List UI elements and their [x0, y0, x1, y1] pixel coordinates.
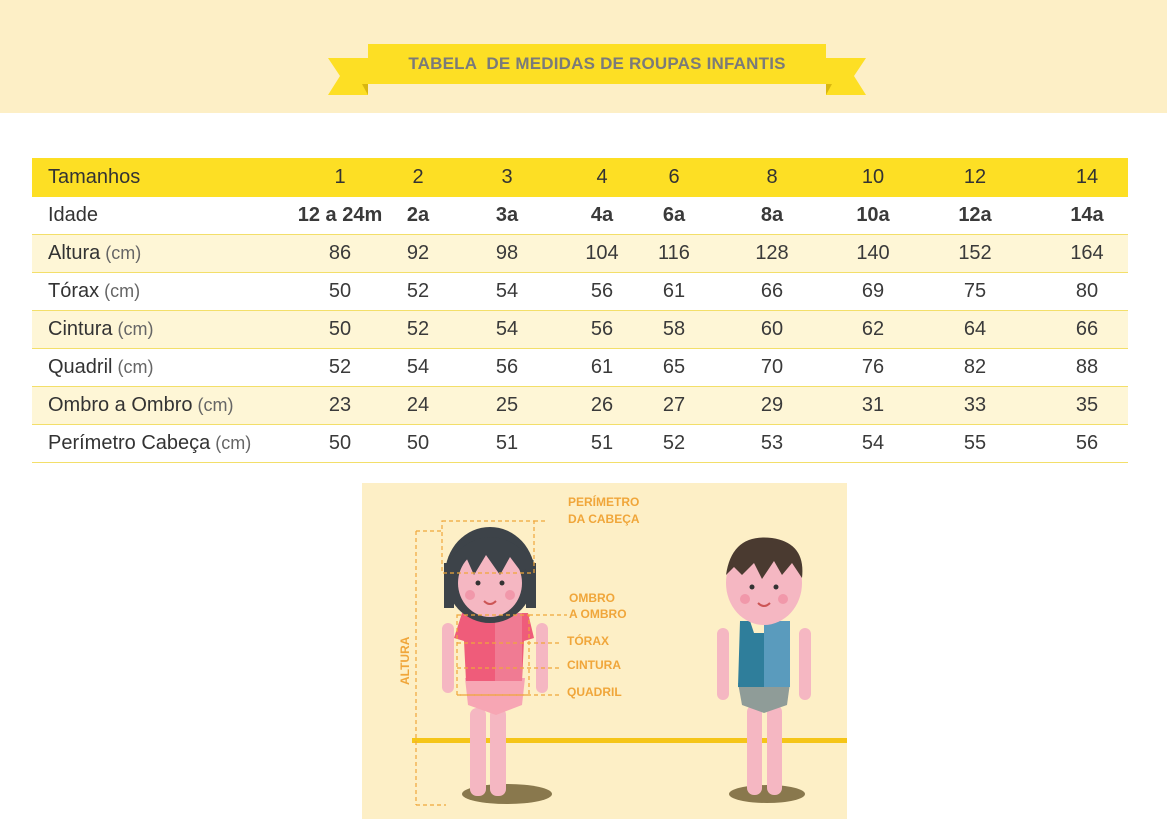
label-chest: TÓRAX — [567, 634, 609, 648]
header-label: Tamanhos — [48, 166, 141, 188]
table-row-perimetro — [32, 425, 1128, 463]
table-cell: 61 — [662, 280, 686, 302]
table-cell: 52 — [328, 356, 352, 378]
table-cell: 35 — [1075, 394, 1099, 416]
table-cell: 2a — [406, 204, 430, 226]
row-unit: (cm) — [215, 433, 252, 453]
size-cell: 10 — [861, 166, 885, 188]
size-cell: 1 — [334, 166, 346, 188]
table-cell: 8a — [760, 204, 784, 226]
label-shoulder-2: A OMBRO — [569, 607, 627, 621]
table-cell: 52 — [662, 432, 686, 454]
table-cell: 23 — [328, 394, 352, 416]
table-cell: 12 a 24m — [297, 204, 383, 226]
label-shoulder-1: OMBRO — [569, 591, 615, 605]
row-label-text: Tórax — [48, 280, 100, 302]
table-row-altura — [32, 235, 1128, 273]
table-cell: 69 — [861, 280, 885, 302]
table-cell: 104 — [585, 242, 619, 264]
table-cell: 6a — [662, 204, 686, 226]
table-cell: 66 — [1075, 318, 1099, 340]
row-label — [48, 235, 141, 272]
table-cell: 50 — [328, 318, 352, 340]
table-cell: 82 — [963, 356, 987, 378]
table-cell: 3a — [495, 204, 519, 226]
table-cell: 51 — [495, 432, 519, 454]
table-cell: 140 — [856, 242, 890, 264]
table-cell: 75 — [963, 280, 987, 302]
table-cell: 66 — [760, 280, 784, 302]
table-cell: 52 — [406, 318, 430, 340]
size-cell: 6 — [668, 166, 680, 188]
table-cell: 26 — [590, 394, 614, 416]
table-row-ombro — [32, 387, 1128, 425]
row-label-text: Altura — [48, 242, 101, 264]
boy-figure — [717, 537, 811, 795]
table-cell: 61 — [590, 356, 614, 378]
table-cell: 33 — [963, 394, 987, 416]
table-cell: 152 — [958, 242, 992, 264]
table-cell: 50 — [328, 280, 352, 302]
table-cell: 62 — [861, 318, 885, 340]
table-cell: 27 — [662, 394, 686, 416]
table-cell: 56 — [590, 318, 614, 340]
table-row-cintura — [32, 311, 1128, 349]
table-cell: 50 — [328, 432, 352, 454]
table-cell: 88 — [1075, 356, 1099, 378]
table-cell: 54 — [495, 280, 519, 302]
label-height: ALTURA — [398, 636, 412, 685]
size-cell: 14 — [1075, 166, 1099, 188]
row-label — [48, 387, 233, 424]
table-cell: 70 — [760, 356, 784, 378]
size-cell: 8 — [766, 166, 778, 188]
size-cell: 12 — [963, 166, 987, 188]
table-cell: 53 — [760, 432, 784, 454]
row-unit: (cm) — [117, 357, 154, 377]
table-cell: 54 — [406, 356, 430, 378]
table-cell: 80 — [1075, 280, 1099, 302]
table-cell: 54 — [861, 432, 885, 454]
label-head-1: PERÍMETRO — [568, 495, 640, 509]
size-table — [32, 158, 1128, 463]
table-cell: 128 — [755, 242, 789, 264]
size-cell: 3 — [501, 166, 513, 188]
table-cell: 52 — [406, 280, 430, 302]
label-hip: QUADRIL — [567, 685, 622, 699]
table-cell: 116 — [658, 242, 690, 264]
title-banner — [328, 42, 868, 97]
table-cell: 60 — [760, 318, 784, 340]
girl-figure — [442, 527, 548, 796]
table-cell: 55 — [963, 432, 987, 454]
table-header-row — [32, 158, 1128, 197]
table-cell: 86 — [328, 242, 352, 264]
table-cell: 29 — [760, 394, 784, 416]
row-label-text: Idade — [48, 204, 99, 226]
row-label-text: Cintura — [48, 318, 113, 340]
table-cell: 24 — [406, 394, 430, 416]
row-unit: (cm) — [117, 319, 154, 339]
table-cell: 50 — [406, 432, 430, 454]
table-row-idade — [32, 197, 1128, 235]
table-cell: 31 — [861, 394, 885, 416]
table-cell: 12a — [958, 204, 992, 226]
table-cell: 10a — [856, 204, 890, 226]
table-row-torax — [32, 273, 1128, 311]
table-cell: 54 — [495, 318, 519, 340]
table-cell: 51 — [590, 432, 614, 454]
row-unit: (cm) — [104, 281, 141, 301]
table-cell: 65 — [662, 356, 686, 378]
label-waist: CINTURA — [567, 658, 621, 672]
table-cell: 164 — [1070, 242, 1104, 264]
children-figure — [362, 483, 847, 819]
row-unit: (cm) — [197, 395, 234, 415]
row-label — [48, 273, 140, 310]
row-label-text: Perímetro Cabeça — [48, 432, 211, 454]
page-title: TABELA DE MEDIDAS DE ROUPAS INFANTIS — [408, 54, 786, 73]
table-cell: 76 — [861, 356, 885, 378]
row-label-text: Quadril — [48, 356, 113, 378]
size-cell: 4 — [596, 166, 608, 188]
table-cell: 98 — [495, 242, 519, 264]
row-label — [48, 311, 153, 348]
table-cell: 56 — [590, 280, 614, 302]
table-cell: 56 — [495, 356, 519, 378]
table-cell: 64 — [963, 318, 987, 340]
table-cell: 92 — [406, 242, 430, 264]
table-row-quadril — [32, 349, 1128, 387]
row-label — [48, 425, 251, 462]
table-cell: 25 — [495, 394, 519, 416]
row-label — [48, 349, 153, 386]
table-cell: 56 — [1075, 432, 1099, 454]
table-cell: 14a — [1070, 204, 1104, 226]
measurement-illustration — [362, 483, 847, 819]
row-label — [48, 197, 98, 234]
table-cell: 4a — [590, 204, 614, 226]
size-cell: 2 — [412, 166, 424, 188]
label-head-2: DA CABEÇA — [568, 512, 640, 526]
table-cell: 58 — [662, 318, 686, 340]
row-unit: (cm) — [105, 243, 142, 263]
row-label-text: Ombro a Ombro — [48, 394, 193, 416]
